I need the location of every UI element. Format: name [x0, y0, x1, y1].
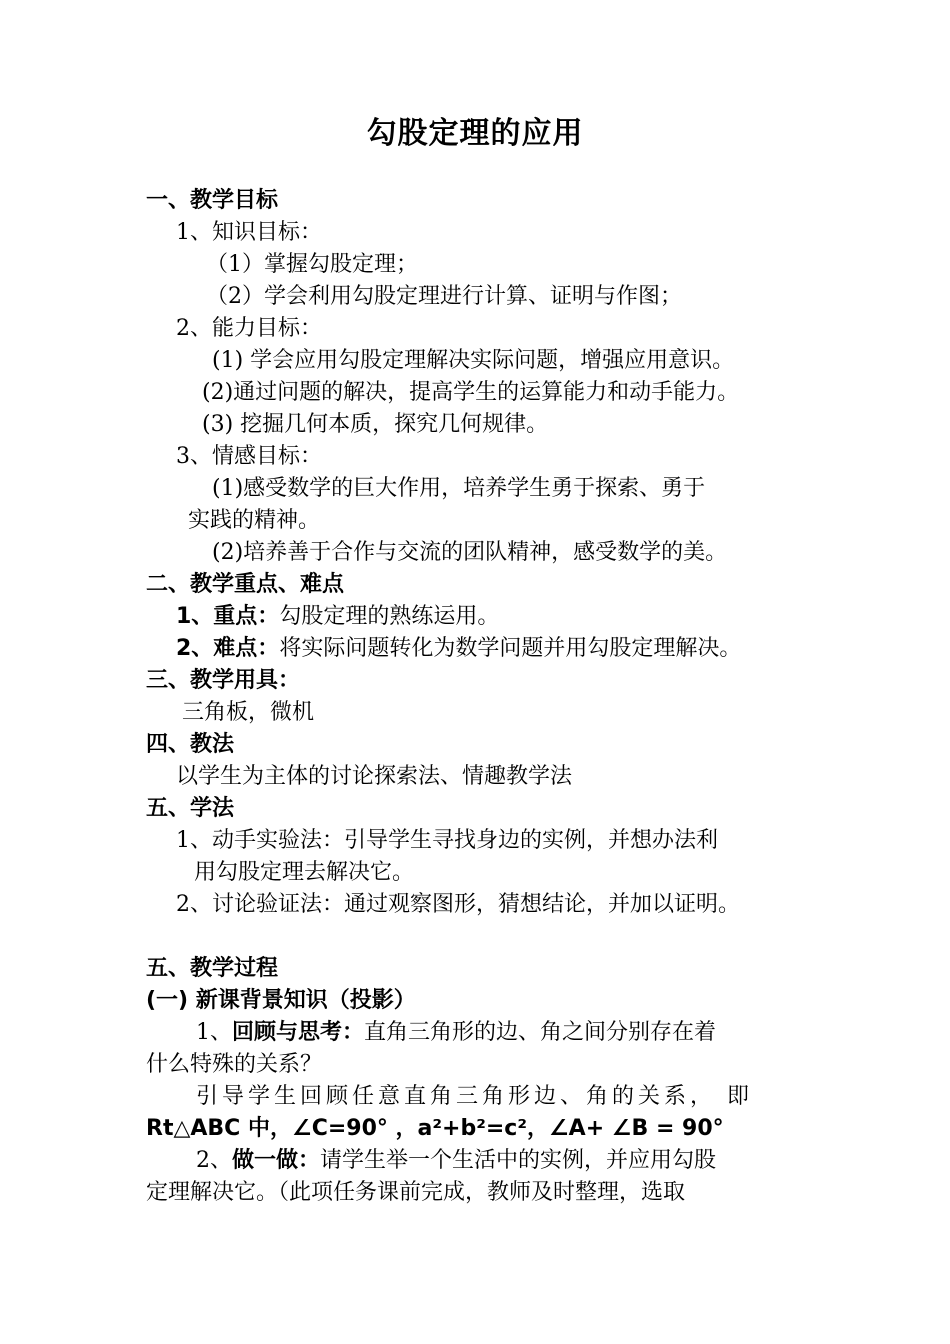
review-question-number: 1、	[196, 1020, 232, 1045]
section-heading-tools: 三、教学用具：	[146, 668, 301, 693]
review-question	[196, 1018, 716, 1048]
learning-method-1b: 用勾股定理去解决它。	[194, 860, 415, 885]
process-subheading: (一) 新课背景知识（投影）	[146, 988, 416, 1013]
key-point-2	[176, 634, 741, 664]
ability-objective-1: (1) 学会应用勾股定理解决实际问题，增强应用意识。	[212, 348, 735, 373]
do-it-continued: 定理解决它。（此项任务课前完成，教师及时整理，选取	[146, 1180, 686, 1205]
emotion-objective-1b: 实践的精神。	[188, 508, 321, 533]
key-point-1-label: 1、重点：	[176, 604, 280, 629]
section-heading-key-points: 二、教学重点、难点	[146, 572, 345, 597]
do-it-label: 做一做：	[232, 1148, 321, 1173]
do-it-task	[196, 1146, 716, 1176]
learning-method-1a: 1、动手实验法：引导学生寻找身边的实例，并想办法利	[176, 828, 718, 853]
review-question-continued: 什么特殊的关系？	[146, 1052, 323, 1077]
review-question-label: 回顾与思考：	[232, 1020, 365, 1045]
guide-text: 引导学生回顾任意直角三角形边、角的关系， 即	[196, 1084, 753, 1109]
review-question-text: 直角三角形的边、角之间分别存在着	[364, 1020, 717, 1045]
ability-objective-heading: 2、能力目标：	[176, 316, 322, 341]
ability-objective-2: (2)通过问题的解决，提高学生的运算能力和动手能力。	[202, 380, 740, 405]
knowledge-objective-2: （2）学会利用勾股定理进行计算、证明与作图；	[206, 284, 682, 309]
emotion-objective-heading: 3、情感目标：	[176, 444, 322, 469]
teaching-method-text: 以学生为主体的讨论探索法、情趣教学法	[176, 764, 573, 789]
formula-line: Rt△ABC 中，∠C=90° ，a²+b²=c²，∠A+ ∠B = 90°	[146, 1116, 724, 1141]
section-heading-learning-method: 五、学法	[146, 796, 235, 821]
learning-method-2: 2、讨论验证法：通过观察图形，猜想结论，并加以证明。	[176, 892, 740, 917]
emotion-objective-2: (2)培养善于合作与交流的团队精神，感受数学的美。	[212, 540, 728, 565]
do-it-text: 请学生举一个生活中的实例，并应用勾股	[320, 1148, 717, 1173]
section-heading-process: 五、教学过程	[146, 956, 279, 981]
section-heading-objectives: 一、教学目标	[146, 188, 279, 213]
ability-objective-3: (3) 挖掘几何本质，探究几何规律。	[202, 412, 549, 437]
key-point-1-text: 勾股定理的熟练运用。	[279, 604, 500, 629]
key-point-1	[176, 602, 499, 632]
knowledge-objective-1: （1）掌握勾股定理；	[206, 252, 418, 277]
section-heading-teaching-method: 四、教法	[146, 732, 235, 757]
do-it-number: 2、	[196, 1148, 232, 1173]
key-point-2-text: 将实际问题转化为数学问题并用勾股定理解决。	[279, 636, 742, 661]
emotion-objective-1a: (1)感受数学的巨大作用，培养学生勇于探索、勇于	[212, 476, 706, 501]
tools-text: 三角板，微机	[182, 700, 315, 725]
page-title: 勾股定理的应用	[366, 116, 584, 151]
knowledge-objective-heading: 1、知识目标：	[176, 220, 322, 245]
key-point-2-label: 2、难点：	[176, 636, 280, 661]
